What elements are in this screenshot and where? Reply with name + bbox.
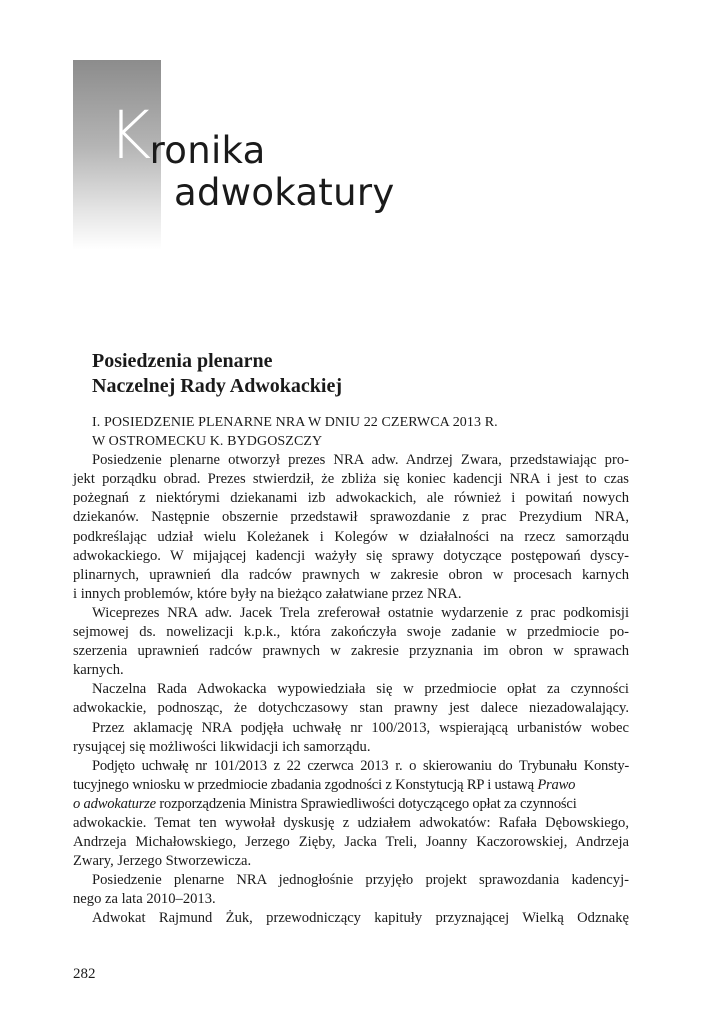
paragraph-line <box>73 776 629 795</box>
paragraph-line: jekt porządku obrad. Prezes stwierdził, że zbliża się koniec kadencji NRA i jest to czas <box>73 471 629 488</box>
paragraph-line: pożegnań z niektórymi dziekanami izb adwokackich, ale również i powitań nowych <box>73 490 629 507</box>
statute-title-italic: o adwokaturze <box>73 795 156 812</box>
paragraph-line: dziekanów. Następnie obszernie przedstawił sprawozdanie z prac Prezydium NRA, <box>73 509 629 526</box>
paragraph-line <box>73 795 629 814</box>
header-title-line2: adwokatury <box>174 171 395 214</box>
paragraph-line: Naczelna Rada Adwokacka wypowiedziała się w przedmiocie opłat za czynności <box>92 681 629 698</box>
paragraph-line: Posiedzenie plenarne NRA jednogłośnie przyjęło projekt sprawozdania kadencyj- <box>92 872 629 889</box>
paragraph-line: adwokackie. Temat ten wywołał dyskusję z udziałem adwokatów: Rafała Dębowskiego, <box>73 814 629 831</box>
statute-title-italic: Prawo <box>537 776 576 793</box>
section-title <box>92 349 342 399</box>
paragraph-line: nego za lata 2010–2013. <box>73 891 216 908</box>
paragraph-line: podkreślając udział wielu Koleżanek i Kolegów w działalności na rzecz samorządu <box>73 528 629 545</box>
paragraph-line-text: rozporządzenia Ministra Sprawiedliwości dotyczącego opłat za czynności <box>159 795 577 812</box>
paragraph-line: i innych problemów, które były na bieżąco załatwiane przez NRA. <box>73 585 462 602</box>
subsection-heading-line: I. POSIEDZENIE PLENARNE NRA W DNIU 22 CZERWCA 2013 R. <box>92 415 498 430</box>
paragraph-line: Przez aklamację NRA podjęła uchwałę nr 100/2013, wspierającą urbanistów wobec <box>92 719 629 736</box>
subsection-heading-line: W OSTROMECKU K. BYDGOSZCZY <box>92 434 323 450</box>
paragraph-line: karnych. <box>73 662 124 679</box>
paragraph-line: szerzenia uprawnień radców prawnych w zakresie przyznania im obron w sprawach <box>73 643 629 660</box>
page-number: 282 <box>73 966 96 982</box>
paragraph-line: Adwokat Rajmund Żuk, przewodniczący kapituły przyznającej Wielką Odznakę <box>92 910 629 927</box>
article-body <box>73 413 629 929</box>
section-title-line2: Naczelnej Rady Adwokackiej <box>92 375 342 397</box>
paragraph-line: Zwary, Jerzego Stworzewicza. <box>73 853 252 870</box>
paragraph-line: rysującej się możliwości likwidacji ich samorządu. <box>73 738 371 755</box>
paragraph-line: plinarnych, uprawnień dla radców prawnych w zakresie obron w procesach karnych <box>73 566 629 583</box>
header-title-line1 <box>125 131 266 171</box>
section-title-line1: Posiedzenia plenarne <box>92 350 273 372</box>
paragraph-line: Podjęto uchwałę nr 101/2013 z 22 czerwca 2013 r. o skierowaniu do Trybunału Konsty- <box>92 757 629 774</box>
paragraph-line: Wiceprezes NRA adw. Jacek Trela zreferował ostatnie wydarzenie z prac podkomisji <box>92 604 629 621</box>
paragraph-line: sejmowej ds. nowelizacji k.p.k., która zakończyła swoje zadanie w przedmiocie po- <box>73 624 629 641</box>
header-initial-letter: K <box>108 97 152 174</box>
header-title-rest: ronika <box>149 129 266 172</box>
paragraph-line: adwokackiego. W mijającej kadencji ważyły się sprawy dotyczące postępowań dyscy- <box>73 547 629 564</box>
paragraph-line: Andrzeja Michałowskiego, Jerzego Zięby, Jacka Treli, Joanny Kaczorowskiej, Andrzeja <box>73 834 629 851</box>
paragraph-line-text: tucyjnego wniosku w przedmiocie zbadania zgodności z Konstytucją RP i ustawą <box>73 776 534 793</box>
paragraph-line: Posiedzenie plenarne otworzył prezes NRA adw. Andrzej Zwara, przedstawiając pro- <box>92 452 629 469</box>
paragraph-line: adwokackie, podnosząc, że dotychczasowy stan prawny jest dalece niezadowalający. <box>73 700 629 717</box>
